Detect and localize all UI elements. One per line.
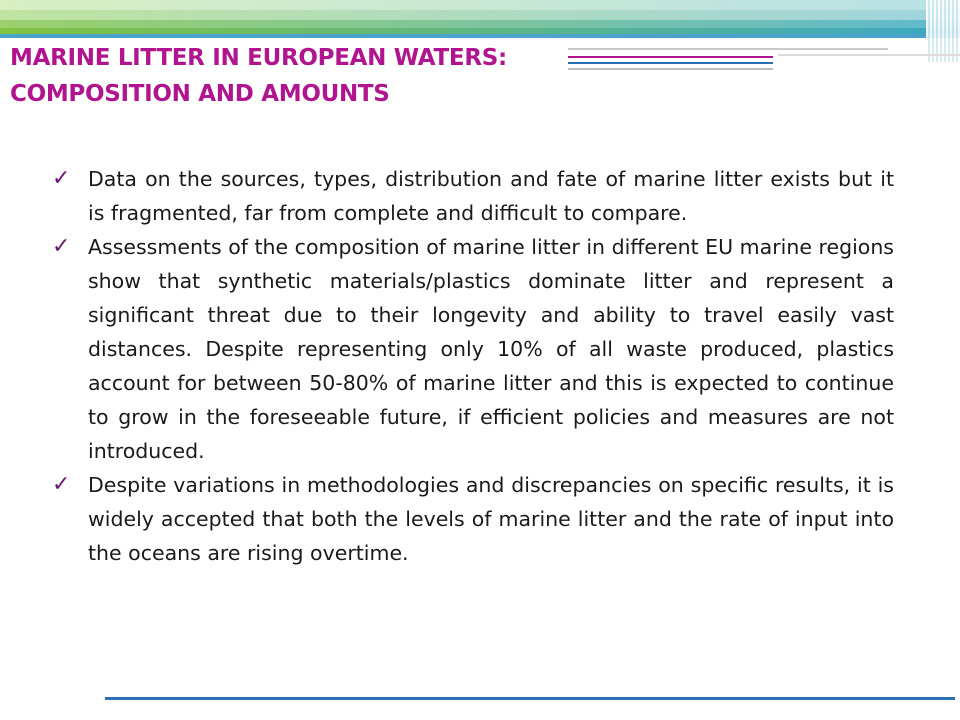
top-band-1: [0, 0, 960, 10]
bullet-item: [52, 162, 894, 230]
slide-title-line-1: MARINE LITTER IN EUROPEAN WATERS:: [10, 45, 507, 71]
bullet-item: [52, 468, 894, 570]
top-band-3: [0, 20, 960, 28]
checkmark-icon: ✓: [52, 472, 71, 497]
slide-title: [10, 40, 710, 112]
slide-title-line-2: COMPOSITION AND AMOUNTS: [10, 81, 390, 107]
top-band-2: [0, 10, 960, 20]
bullet-text: Data on the sources, types, distribution and fate of marine litter exists but it is fragmented, far from complete and difficult to compare.: [88, 167, 894, 225]
checkmark-icon: ✓: [52, 166, 71, 191]
bullet-item: [52, 230, 894, 468]
checkmark-icon: ✓: [52, 234, 71, 259]
bullet-text: Despite variations in methodologies and discrepancies on specific results, it is widely accepted that both the levels of marine litter and the rate of input into the oceans are rising overtime.: [88, 473, 894, 565]
bullet-list: [52, 162, 894, 570]
bullet-text: Assessments of the composition of marine litter in different EU marine regions show that synthetic materials/plastics dominate litter and represent a significant threat due to their longevity and ability to travel easily vast distances. Despite representing only 10% of all waste produced, plastics account for between 50-80% of marine litter and this is expected to continue to grow in the foreseeable future, if efficient policies and measures are not introduced.: [88, 235, 894, 463]
footer-rule: [105, 697, 955, 700]
top-band-5: [0, 34, 960, 38]
